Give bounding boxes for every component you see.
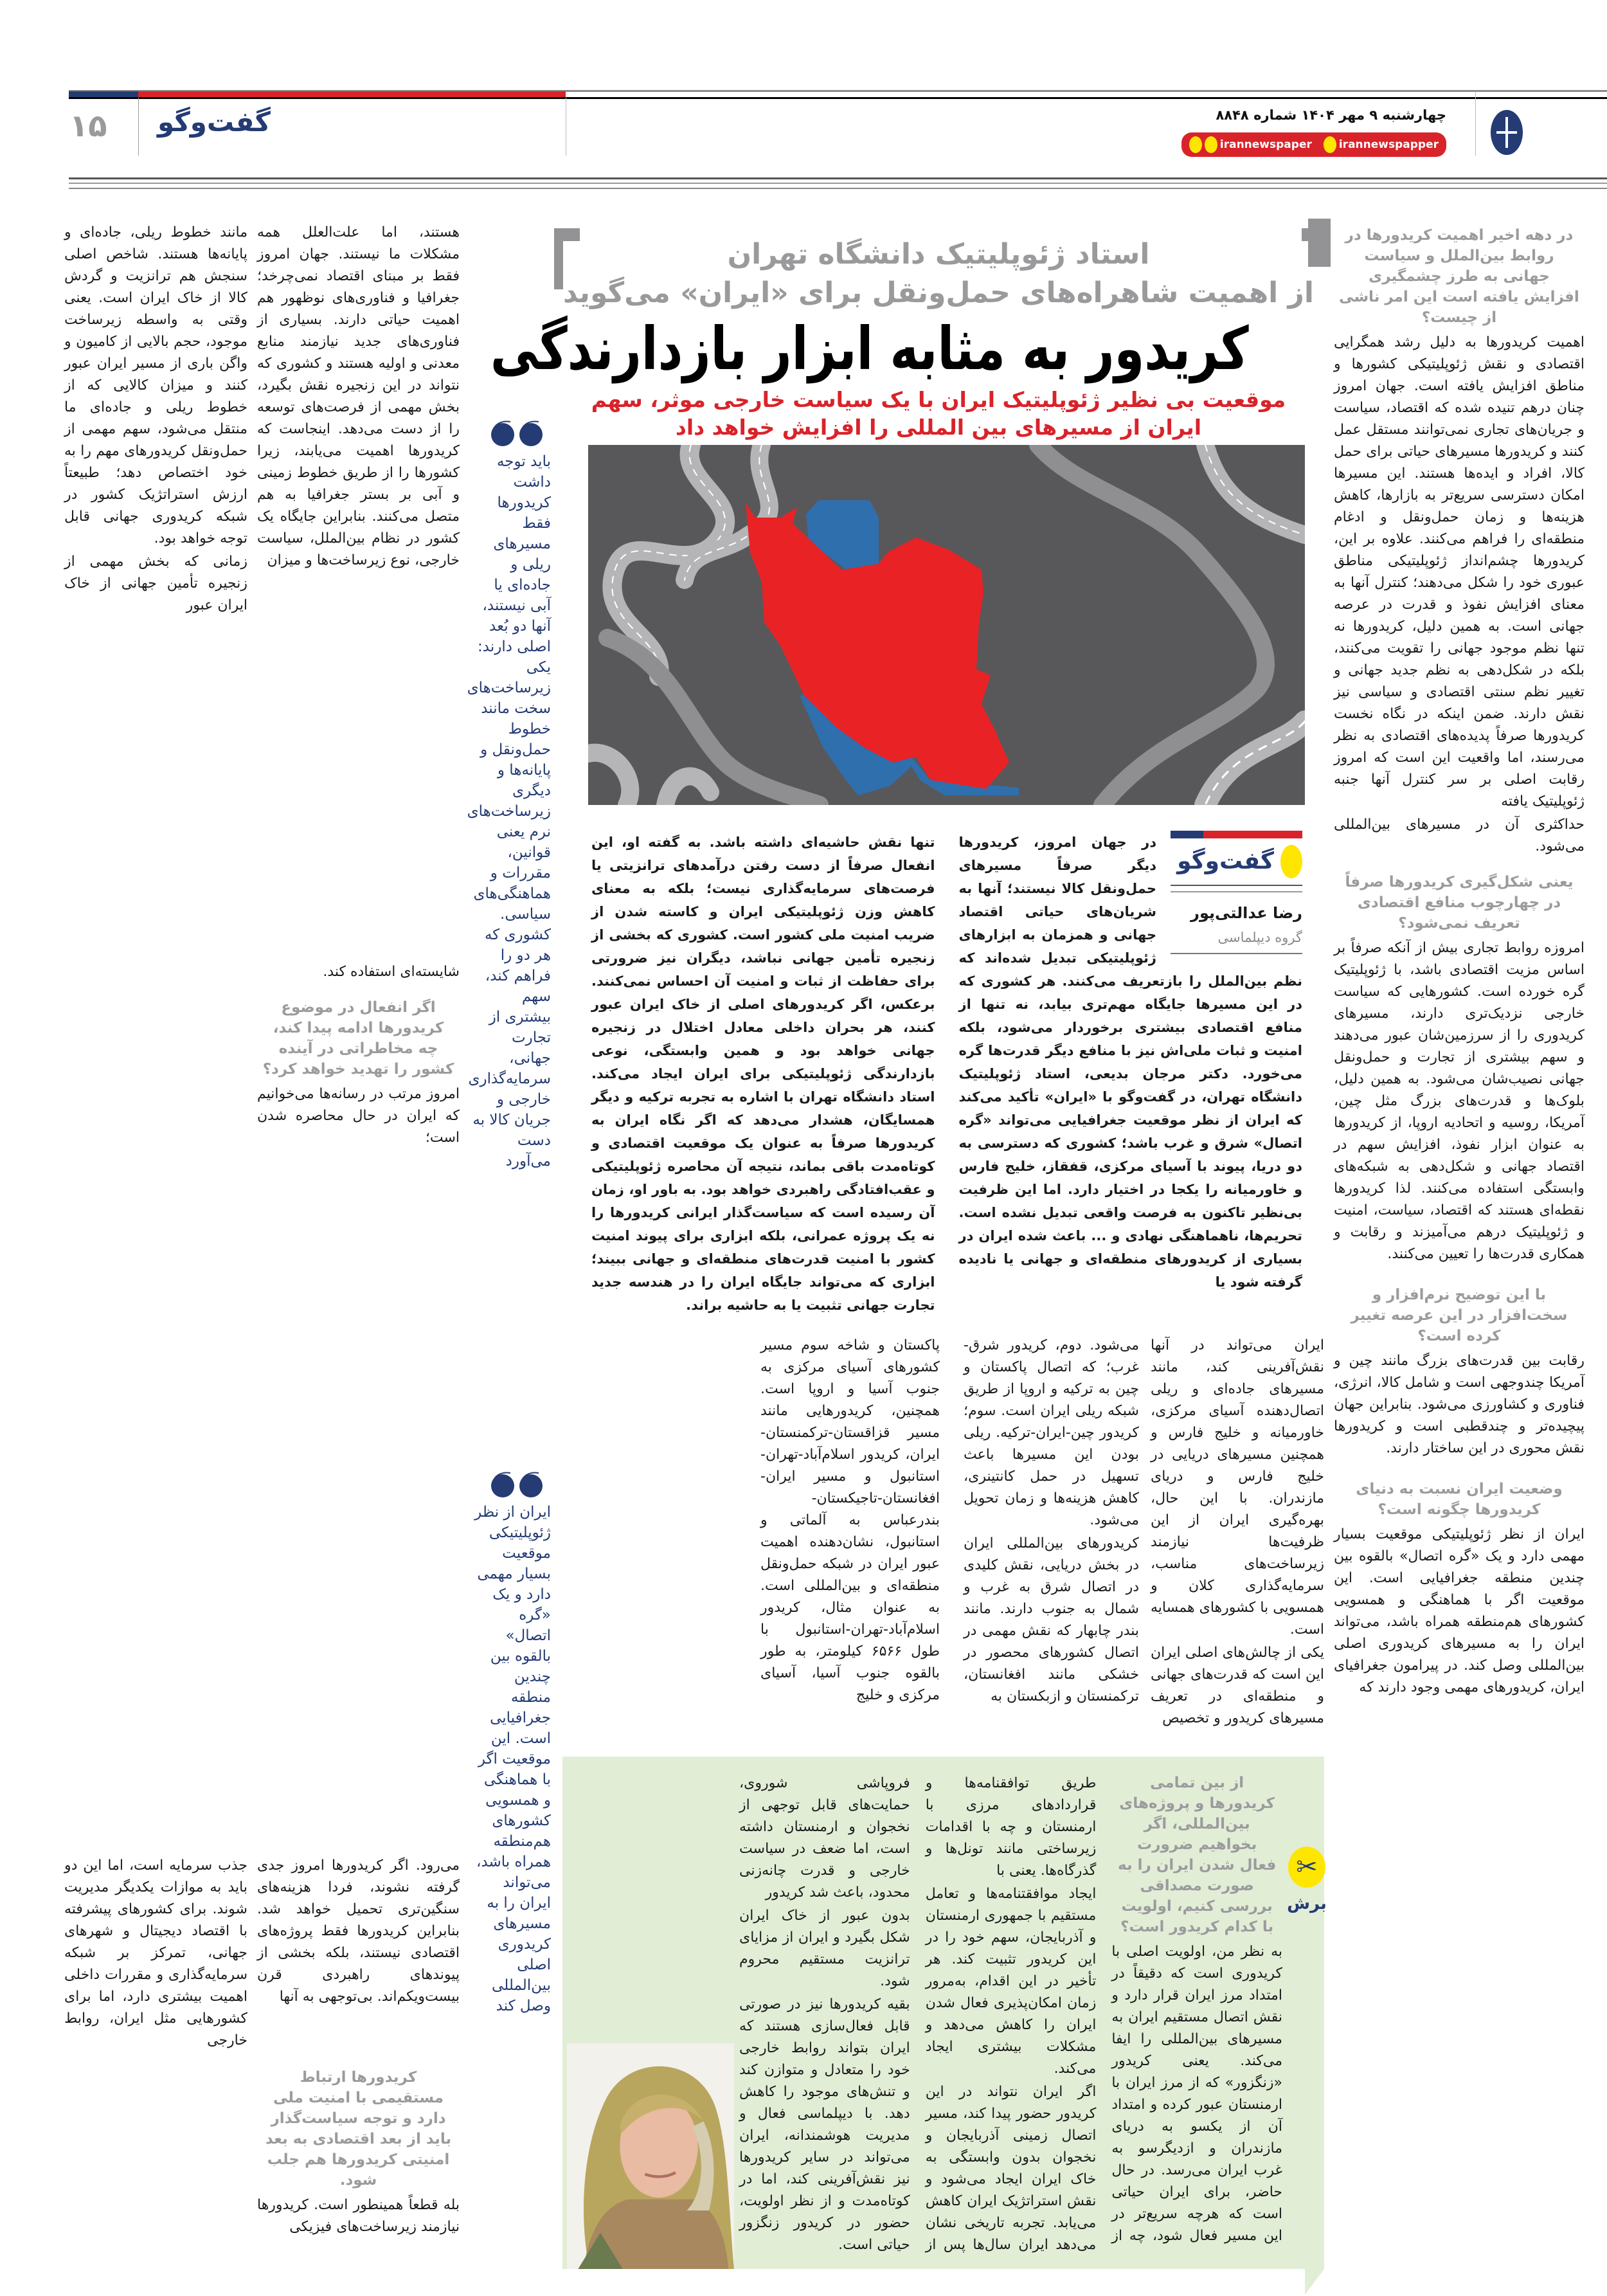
- pull-quote: ایران از نظر ژئوپلیتیکی موقعیت بسیار مهمی دارد و یک «گره اتصال» بالقوه بین چندین منطقه جغرافیایی است. این موقعیت اگر با هماهنگی و همسویی کشورهای هم‌منطقه همراه باشد، می‌تواند ایران را به مسیرهای کریدوری اصلی بین‌المللی وصل کند: [474, 1504, 551, 2014]
- pull-quote: باید توجه داشت کریدورها فقط مسیرهای ریلی و جاده‌ای یا آبی نیستند، آنها دو بُعد اصلی دارند: یکی زیرساخت‌های سخت مانند خطوط حمل‌ونقل و پایانه‌ها و دیگری زیرساخت‌های نرم یعنی قوانین، مقررات و هماهنگی‌های سیاسی. کشوری که هر دو را فراهم کند، سهم بیشتری از تجارت جهانی، سرمایه‌گذاری خارجی و جریان کالا به دست می‌آورد: [467, 453, 551, 1170]
- date-line: چهارشنبه ۹ مهر ۱۴۰۴ شماره ۸۸۴۸: [1216, 107, 1446, 123]
- article-paragraph: امروزه روابط تجاری بیش از آنکه صرفاً بر اساس مزیت اقتصادی باشد، با ژئوپلیتیک گره خورده است. کشورهایی که سیاست خارجی نزدیک‌تری دارند، مسیرهای کریدوری را از سرزمین‌شان عبور می‌دهند و سهم بیشتری از تجارت و حمل‌ونقل جهانی نصیب‌شان می‌شود. به همین دلیل، بلوک‌ها و قدرت‌های بزرگ مثل چین، آمریکا، روسیه و اتحادیه اروپا، از کریدورها به عنوان ابزار نفوذ، افزایش سهم در اقتصاد جهانی و شکل‌دهی به شبکه‌های وابستگی استفاده می‌کنند. لذا کریدورها نقطه‌ای هستند که اقتصاد، سیاست، امنیت و ژئوپلیتیک درهم می‌آمیزند و رقابت و همکاری قدرت‌ها را تعیین می‌کنند.: [1334, 940, 1585, 1262]
- iran-corridor-map-illustration: [588, 445, 1305, 805]
- header-bottom-rule: [69, 188, 1607, 189]
- page-number: ۱۵: [69, 108, 107, 144]
- header-bottom-rule: [69, 177, 1607, 179]
- article-column: [1151, 1335, 1324, 1731]
- article-column: [1334, 225, 1585, 1700]
- interview-question: کریدورها ارتباط مستقیمی با امنیت ملی دارد و توجه سیاست‌گذار باید از بعد اقتصادی به بعد امنیتی کریدورها هم جلب شود.: [265, 2069, 452, 2189]
- article-paragraph: یکی از چالش‌های اصلی ایران این است که قدرت‌های جهانی و منطقه‌ای در تعریف مسیرهای کریدور و تخصیص: [1151, 1645, 1324, 1726]
- telegram-icon: [1189, 136, 1202, 153]
- byline-box: [1171, 831, 1302, 954]
- article-paragraph: بله قطعاً همینطور است. کریدورها نیازمند زیرساخت‌های فیزیکی: [257, 2197, 460, 2235]
- author-desk: گروه دیپلماسی: [1171, 926, 1302, 954]
- article-paragraph: شایسته‌ای استفاده کند.: [323, 964, 460, 980]
- article-paragraph: جذب سرمایه است، اما این دو باید به موازات یکدیگر مدیریت شوند. برای کشورهای پیشرفته با اقتصاد دیجیتال و شهرهای جهانی، تمرکز بر شبکه سرمایه‌گذاری و مقررات داخلی اهمیت بیشتری دارد، اما برای کشورهایی مثل ایران، روابط خارجی: [64, 1858, 247, 2048]
- section-title: گفت‌وگو: [157, 106, 271, 138]
- excerpt-box-tail: [1305, 2269, 1324, 2295]
- plus-circle-icon: [1490, 109, 1523, 156]
- byline-section: گفت‌وگو: [1177, 848, 1274, 874]
- article-column: [64, 1855, 247, 2053]
- article-paragraph: می‌رود. اگر کریدورها امروز جدی گرفته نشوند، فردا هزینه‌های سنگین‌تری تحمیل خواهد شد. بنابراین کریدورها فقط پروژه‌های اقتصادی نیستند، بلکه بخشی از پیوندهای راهبردی قرن بیست‌ویکم‌اند. بی‌توجهی به آنها: [257, 1858, 460, 2005]
- twitter-icon: [1205, 136, 1217, 153]
- article-column: [64, 222, 247, 618]
- header-black-rule: [69, 97, 1607, 99]
- article-column: [257, 1855, 460, 2009]
- social-handle[interactable]: irannewspaper: [1219, 138, 1312, 151]
- article-paragraph: اگر ایران نتواند در این کریدور حضور پیدا کند، مسیر اتصال زمینی آذربایجان و نخجوان بدون وابستگی به خاک ایران ایجاد می‌شود و نقش استراتژیک ایران کاهش می‌یابد. تجربه تاریخی نشان می‌دهد ایران سال‌ها پس از فروپاشی شوروی، حمایت‌های قابل توجهی از نخجوان و ارمنستان داشته است، اما ضعف در سیاست خارجی و قدرت چانه‌زنی محدود، باعث شد کریدور: [739, 1775, 1097, 2253]
- excerpt-columns: [739, 1773, 1282, 2256]
- article-paragraph: رقابت بین قدرت‌های بزرگ مانند چین و آمریکا چندوجهی است و شامل کالا، انرژی، فناوری و کشاورزی می‌شود. بنابراین جهان پیچیده‌تر و چندقطبی است و کریدورها نقش محوری در این ساختار دارند.: [1334, 1353, 1585, 1456]
- quote-icon: [489, 418, 546, 447]
- article-paragraph: می‌شود. دوم، کریدور شرق-غرب؛ که اتصال پاکستان و چین به ترکیه و اروپا از طریق شبکه ریلی ایران است. سوم؛ کریدور چین-ایران-ترکیه. ریلی بودن این مسیرها باعث تسهیل در حمل کانتینری، کاهش هزینه‌ها و زمان تحویل می‌شود.: [964, 1337, 1139, 1528]
- article-paragraph: ایجاد موافقتنامه‌ها و تعامل مستقیم با جمهوری ارمنستان و آذربایجان، سهم خود را در این کریدور تثبیت کند. هر تأخیر در این اقدام، به‌مرور زمان امکان‌پذیری فعال شدن ایران را کاهش می‌دهد و مشکلات بیشتری ایجاد می‌کند.: [925, 1886, 1097, 2077]
- interview-question: از بین تمامی کریدورها و پروژه‌های بین‌المللی، اگر بخواهیم ضرورت فعال شدن ایران را به صورت مصداقی بررسی کنیم، اولویت با کدام کریدور است؟: [1118, 1775, 1277, 1935]
- social-handle[interactable]: irannewspapper: [1338, 138, 1439, 151]
- kicker-line: از اهمیت شاهراه‌های حمل‌ونقل برای «ایران» می‌گوید: [563, 276, 1314, 309]
- article-paragraph: مانند خطوط ریلی، جاده‌ای و پایانه‌ها هستند. شاخص اصلی سنجش هم ترانزیت و گردش کالا از خاک ایران است. یعنی وقتی به واسطه زیرساخت موجود، حجم بالایی از کامیون و واگن باری از مسیر ایران عبور کنند و میزان کالایی که از خطوط ریلی و جاده‌ای ما منتقل می‌شود، سهم مهمی از حمل‌ونقل کریدورهای مهم را به خود اختصاص دهد؛ طبیعتاً ارزش استراتژیک کشور در شبکه کریدوری جهانی قابل توجه خواهد بود.: [64, 224, 247, 547]
- scissors-icon: ✂: [1288, 1847, 1325, 1888]
- interview-question: یعنی شکل‌گیری کریدورها صرفاً در چهارچوب منافع اقتصادی تعریف نمی‌شود؟: [1345, 874, 1574, 932]
- intro-columns: [591, 831, 1302, 1317]
- article-paragraph: کریدورهای بین‌المللی ایران در بخش دریایی، نقش کلیدی در اتصال شرق به غرب و شمال به جنوب دارند. مانند بندر چابهار که نقش مهمی در اتصال کشورهای محصور در خشکی مانند افغانستان، ترکمنستان و ازبکستان به: [964, 1535, 1139, 1704]
- author-name: رضا عدالتی‌پور: [1190, 904, 1302, 922]
- article-column: [760, 1335, 940, 1708]
- article-column: [257, 222, 460, 573]
- interview-question: اگر انفعال در موضوع کریدورها ادامه پیدا کند، چه مخاطراتی در آینده کشور را تهدید خواهد کرد؟: [262, 999, 454, 1078]
- article-paragraph: امروز مرتب در رسانه‌ها می‌خوانیم که ایران در حال محاصره شدن است؛: [257, 1086, 460, 1146]
- article-paragraph: هستند، اما علت‌العلل همه مشکلات ما نیستند. جهان امروز فقط بر مبنای اقتصاد نمی‌چرخد؛ جغرافیا و فناوری‌های نوظهور هم اهمیت حیاتی دارند. بسیاری از فناوری‌های جدید نیازمند منابع معدنی و اولیه هستند و کشوری که نتواند در این زنجیره نقش بگیرد، بخش مهمی از فرصت‌های توسعه را از دست می‌دهد. اینجاست که کریدورها اهمیت می‌یابند، زیرا کشورها را از طریق خطوط زمینی و آبی بر بستر جغرافیا به هم متصل می‌کنند. بنابراین جایگاه یک کشور در نظام بین‌الملل، سیاست خارجی، نوع زیرساخت‌ها و میزان: [257, 224, 460, 568]
- article-paragraph: بقیه کریدورها نیز در صورتی قابل فعال‌سازی هستند که ایران بتواند روابط خارجی خود را متعادل و متوازن کند و تنش‌های موجود را کاهش دهد. با دیپلماسی فعال و مدیریت هوشمندانه، ایران می‌تواند در سایر کریدورها نیز نقش‌آفرینی کند، اما در کوتاه‌مدت و از نظر اولویت، حضور در کریدور زنگزور حیاتی است.: [739, 1996, 910, 2253]
- article-column: [964, 1335, 1139, 1709]
- article-paragraph: اهمیت کریدورها به دلیل رشد همگرایی اقتصادی و نقش ژئوپلیتیکی کشورها و مناطق افزایش یافته است. جهان امروز چنان درهم تنیده شده که اقتصاد، سیاست و جریان‌های تجاری نمی‌توانند مستقل عمل کنند و کریدورها مسیرهای حیاتی برای حمل کالا، افراد و ایده‌ها هستند. این مسیرها امکان دسترسی سریع‌تر به بازارها، کاهش هزینه‌ها و زمان حمل‌ونقل و ادغام منطقه‌ای را فراهم می‌کنند. علاوه بر این، کریدورها چشم‌انداز ژئوپلیتیکی مناطق عبوری خود را شکل می‌دهند؛ کنترل آنها به معنای افزایش نفوذ و قدرت در عرصه جهانی است. به همین دلیل، کریدورها نه تنها نظم موجود جهانی را تقویت می‌کنند، بلکه در شکل‌دهی به نظم جدید جهانی و تغییر نظم سنتی اقتصادی و سیاسی نیز نقش دارند. ضمن اینکه در نگاه نخست کریدورها صرفاً پدیده‌های اقتصادی به نظر می‌رسند، اما واقعیت این است که امروز رقابت اصلی بر سر کنترل آنها جنبه ژئوپلیتیک یافته: [1334, 334, 1585, 809]
- article-paragraph: بدون عبور از خاک ایران شکل بگیرد و ایران از مزایای ترانزیت مستقیم محروم شود.: [739, 1908, 910, 1989]
- interview-question: با این توضیح نرم‌افزار و سخت‌افزار در این عرصه تغییر کرده است؟: [1351, 1287, 1568, 1344]
- social-badge[interactable]: [1181, 132, 1446, 157]
- bracket-decoration: [1308, 219, 1331, 267]
- article-paragraph: حداکثری آن در مسیرهای بین‌المللی می‌شود.: [1334, 817, 1585, 854]
- header-divider: [1475, 91, 1476, 156]
- article-paragraph: به نظر من، اولویت اصلی با کریدوری است که دقیقاً در امتداد مرز ایران قرار دارد و نقش اتصال مستقیم ایران به مسیرهای بین‌المللی را ایفا می‌کند. یعنی کریدور «زنگزور» که از مرز ایران با ارمنستان عبور کرده و امتداد آن از یکسو به دریای مازندران و ازدیگرسو به غرب ایران می‌رسد. در حال حاضر، برای ایران حیاتی است که هرچه سریع‌تر در این مسیر فعال شود، چه از طریق توافقنامه‌ها و قراردادهای مرزی با ارمنستان و چه با اقدامات زیرساختی مانند تونل‌ها و گذرگاه‌ها. یعنی با: [925, 1775, 1282, 2244]
- article-paragraph: ایران می‌تواند در آنها نقش‌آفرینی کند، مانند مسیرهای جاده‌ای و ریلی اتصال‌دهنده آسیای مرکزی، خاورمیانه و خلیج فارس و همچنین مسیرهای دریایی در خلیج فارس و دریای مازندران. با این حال، بهره‌گیری ایران از این ظرفیت‌ها نیازمند زیرساخت‌های مناسب، سرمایه‌گذاری کلان و همسویی با کشورهای همسایه است.: [1151, 1337, 1324, 1638]
- byline-color-bar: [1171, 831, 1302, 838]
- interview-question: در دهه اخیر اهمیت کریدورها در روابط بین‌الملل و سیاست جهانی به طرز چشمگیری افزایش یافته است این امر ناشی از چیست؟: [1339, 227, 1579, 326]
- intro-paragraph: تنها نقش حاشیه‌ای داشته باشد. به گفته او، این انفعال صرفاً از دست رفتن درآمدهای ترانزیتی یا فرصت‌های سرمایه‌گذاری نیست؛ بلکه به معنای کاهش وزن ژئوپلیتیکی ایران و کاسته شدن از ضریب امنیت ملی کشور است. کشوری که بخشی از زنجیره تأمین جهانی نباشد، دیگران نیز ضرورتی برای حفاظت از ثبات و امنیت آن احساس نمی‌کنند. برعکس، اگر کریدورهای اصلی از خاک ایران عبور کنند، هر بحران داخلی معادل اختلال در زنجیره جهانی خواهد بود و همین وابستگی، نوعی بازدارندگی ژئوپلیتیکی برای ایران ایجاد می‌کند. استاد دانشگاه تهران با اشاره به تجربه ترکیه و دیگر همسایگان، هشدار می‌دهد که اگر نگاه ایران به کریدورها صرفاً به عنوان یک موقعیت اقتصادی و کوتاه‌مدت باقی بماند، نتیجه آن محاصره ژئوپلیتیکی و عقب‌افتادگی راهبردی خواهد بود. به باور او، زمان آن رسیده است که سیاست‌گذار ایرانی کریدورها را نه یک پروژه عمرانی، بلکه ابزاری برای پیوند امنیت کشور با امنیت قدرت‌های منطقه‌ای و جهانی ببیند؛ ابزاری که می‌تواند جایگاه ایران را در هندسه جدید تجارت جهانی تثبیت یا به حاشیه براند.: [591, 835, 935, 1313]
- interview-question: وضعیت ایران نسبت به دنیای کریدورها چگونه است؟: [1356, 1481, 1563, 1518]
- excerpt-label: برش: [1287, 1894, 1327, 1913]
- kicker-line: استاد ژئوپلیتیک دانشگاه تهران: [727, 238, 1150, 271]
- deck: موقعیت بی نظیر ژئوپلیتیک ایران با یک سیاست خارجی موثر، سهم ایران از مسیرهای بین المللی را افزایش خواهد داد: [591, 387, 1286, 440]
- yellow-dot-icon: [1280, 845, 1302, 878]
- article-column: [257, 2067, 460, 2239]
- header-bottom-rule: [69, 183, 1607, 184]
- header-divider: [138, 98, 139, 156]
- intro-paragraph: در جهان امروز، کریدورها دیگر صرفاً مسیرهای حمل‌ونقل کالا نیستند؛ آنها به شریان‌های حیاتی اقتصاد جهانی و همزمان به ابزارهای ژئوپلیتیکی تبدیل شده‌اند که نظم بین‌الملل را بازتعریف می‌کنند. هر کشوری که در این مسیرها جایگاه مهم‌تری بیابد، نه تنها از منافع اقتصادی بیشتری برخوردار می‌شود، بلکه امنیت و ثبات ملی‌اش نیز با منافع دیگر قدرت‌ها گره می‌خورد. دکتر مرجان بدیعی، استاد ژئوپلیتیک دانشگاه تهران، در گفت‌وگو با «ایران» تأکید می‌کند که ایران از نظر موقعیت جغرافیایی می‌تواند «گره اتصال» شرق و غرب باشد؛ کشوری که دسترسی به دو دریا، پیوند با آسیای مرکزی، قفقاز، خلیج فارس و خاورمیانه را یکجا در اختیار دارد. اما این ظرفیت بی‌نظیر تاکنون به فرصت واقعی تبدیل نشده است. تحریم‌ها، ناهماهنگی نهادی و ... باعث شده ایران در بسیاری از کریدورهای منطقه‌ای و جهانی یا نادیده گرفته شود یا: [958, 835, 1302, 1290]
- interviewee-photo: [567, 2043, 734, 2269]
- quote-icon: [489, 1469, 546, 1498]
- article-paragraph: ایران از نظر ژئوپلیتیکی موقعیت بسیار مهمی دارد و یک «گره اتصال» بالقوه بین چندین منطقه جغرافیایی است. این موقعیت اگر با هماهنگی و همسویی کشورهای هم‌منطقه همراه باشد، می‌تواند ایران را به مسیرهای کریدوری اصلی بین‌المللی وصل کند. در پیرامون جغرافیای ایران، کریدورهای مهمی وجود دارند که: [1334, 1526, 1585, 1695]
- headline: کریدور به مثابه ابزار بازدارندگی: [490, 314, 1249, 383]
- instagram-icon: [1324, 136, 1336, 153]
- article-paragraph: زمانی که بخش مهمی از زنجیره تأمین جهانی از خاک ایران عبور: [64, 554, 247, 613]
- article-column: [257, 961, 460, 1150]
- article-paragraph: پاکستان و شاخه سوم مسیر کشورهای آسیای مرکزی به جنوب آسیا و اروپا است. همچنین، کریدورهایی مانند مسیر قزاقستان-ترکمنستان-ایران، کریدور اسلام‌آباد-تهران-استانبول و مسیر ایران-افغانستان-تاجیکستان-بندرعباس به آلماتی و استانبول، نشان‌دهنده اهمیت عبور ایران در شبکه حمل‌ونقل منطقه‌ای و بین‌المللی است. به عنوان مثال، کریدور اسلام‌آباد-تهران-استانبول با طول ۶۵۶۶ کیلومتر، به طور بالقوه جنوب آسیا، آسیای مرکزی و خلیج: [760, 1337, 940, 1703]
